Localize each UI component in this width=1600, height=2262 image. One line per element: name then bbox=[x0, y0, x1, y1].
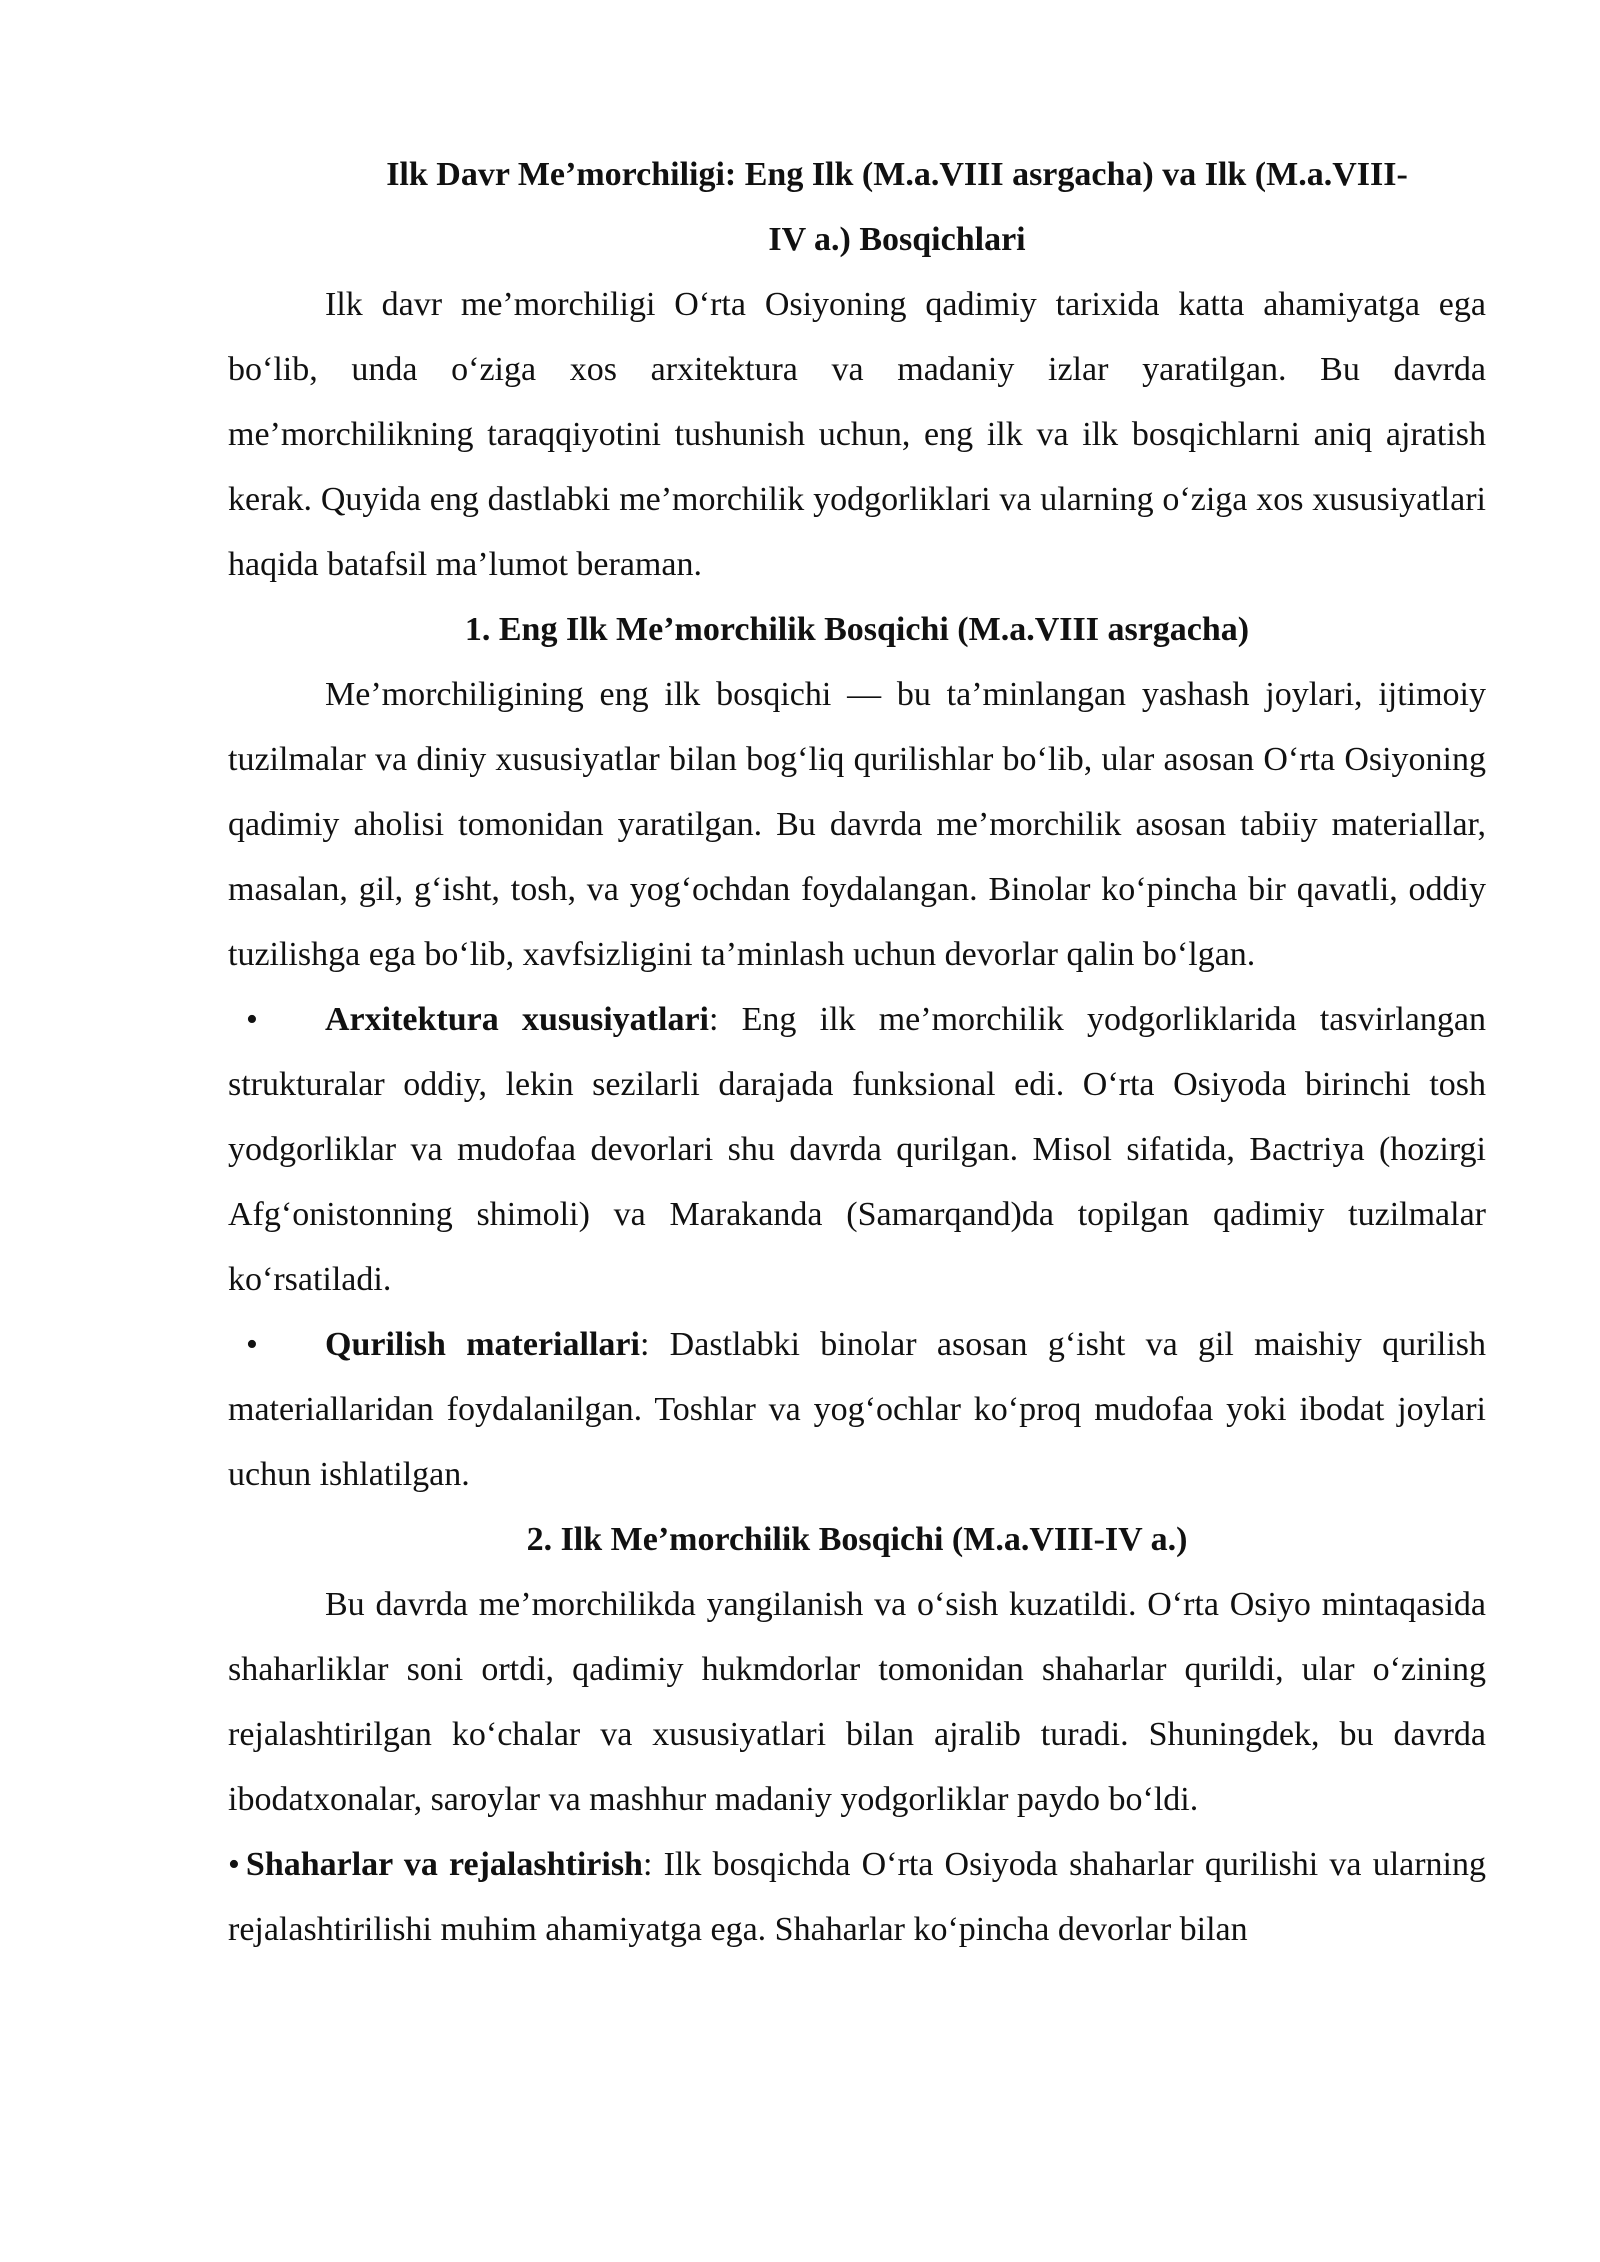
document-body bbox=[228, 142, 1486, 1962]
title-line-1: Ilk Davr Me’morchiligi: Eng Ilk (M.a.VIII asrgacha) va Ilk (M.a.VIII- bbox=[386, 156, 1408, 193]
bullet-icon: • bbox=[246, 1001, 258, 1038]
bullet-term: Arxitektura xususiyatlari bbox=[325, 1001, 709, 1038]
section-1-paragraph: Me’morchiligining eng ilk bosqichi — bu ta’minlangan yashash joylari, ijtimoiy tuzilmalar va diniy xususiyatlar bilan bog‘liq qurilishlar bo‘lib, ular asosan O‘rta Osiyoning qadimiy aholisi tomonidan yaratilgan. Bu davrda me’morchilik asosan tabiiy materiallar, masalan, gil, g‘isht, tosh, va yog‘ochdan foydalangan. Binolar ko‘pincha bir qavatli, oddiy tuzilishga ega bo‘lib, xavfsizligini ta’minlash uchun devorlar qalin bo‘lgan. bbox=[228, 676, 1486, 973]
bullet-item-materials bbox=[228, 1312, 1486, 1507]
bullet-item-cities bbox=[228, 1832, 1486, 1962]
bullet-item-architecture bbox=[228, 987, 1486, 1312]
bullet-icon: • bbox=[228, 1846, 240, 1883]
bullet-term: Shaharlar va rejalashtirish bbox=[245, 1846, 643, 1883]
bullet-icon: • bbox=[246, 1326, 258, 1363]
section-1-heading: 1. Eng Ilk Me’morchilik Bosqichi (M.a.VIII asrgacha) bbox=[464, 611, 1250, 648]
bullet-text: : Dastlabki binolar asosan g‘isht va gil maishiy qurilish materiallaridan foydalanilgan. Toshlar va yog‘ochlar ko‘proq mudofaa yoki ibodat joylari uchun ishlatilgan. bbox=[228, 1326, 1486, 1493]
intro-paragraph: Ilk davr me’morchiligi O‘rta Osiyoning qadimiy tarixida katta ahamiyatga ega bo‘lib, unda o‘ziga xos arxitektura va madaniy izlar yaratilgan. Bu davrda me’morchilikning taraqqiyotini tushunish uchun, eng ilk va ilk bosqichlarni aniq ajratish kerak. Quyida eng dastlabki me’morchilik yodgorliklari va ularning o‘ziga xos xususiyatlari haqida batafsil ma’lumot beraman. bbox=[228, 286, 1486, 583]
bullet-text: : Ilk bosqichda O‘rta Osiyoda shaharlar qurilishi va ularning rejalashtirilishi muhim ahamiyatga ega. Shaharlar ko‘pincha devorlar bilan bbox=[228, 1846, 1486, 1948]
section-2-heading: 2. Ilk Me’morchilik Bosqichi (M.a.VIII-IV a.) bbox=[526, 1521, 1188, 1558]
bullet-term: Qurilish materiallari bbox=[325, 1326, 640, 1363]
document-title bbox=[228, 142, 1486, 272]
section-2-paragraph: Bu davrda me’morchilikda yangilanish va o‘sish kuzatildi. O‘rta Osiyo mintaqasida shaharliklar soni ortdi, qadimiy hukmdorlar tomonidan shaharlar qurildi, ular o‘zining rejalashtirilgan ko‘chalar va xususiyatlari bilan ajralib turadi. Shuningdek, bu davrda ibodatxonalar, saroylar va mashhur madaniy yodgorliklar paydo bo‘ldi. bbox=[228, 1586, 1486, 1818]
title-line-2: IV a.) Bosqichlari bbox=[768, 221, 1026, 258]
bullet-text: : Eng ilk me’morchilik yodgorliklarida tasvirlangan strukturalar oddiy, lekin sezilarli darajada funksional edi. O‘rta Osiyoda birinchi tosh yodgorliklar va mudofaa devorlari shu davrda qurilgan. Misol sifatida, Bactriya (hozirgi Afg‘onistonning shimoli) va Marakanda (Samarqand)da topilgan qadimiy tuzilmalar ko‘rsatiladi. bbox=[228, 1001, 1486, 1298]
